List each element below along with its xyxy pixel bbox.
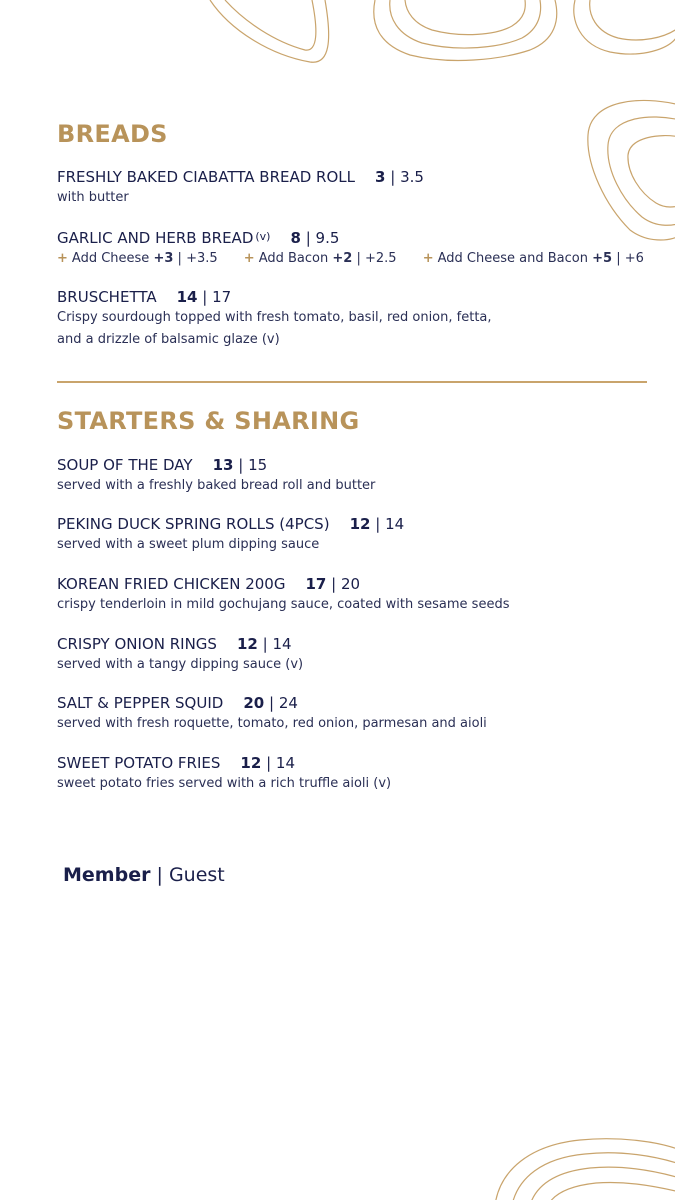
item-description: served with a freshly baked bread roll and butter xyxy=(57,478,376,493)
item-description: served with fresh roquette, tomato, red onion, parmesan and aioli xyxy=(57,716,487,731)
top-wave-decoration xyxy=(200,0,675,80)
menu-item-sweet-potato-fries xyxy=(57,753,657,795)
item-name: SOUP OF THE DAY xyxy=(57,456,193,474)
item-price: 13 | 15 xyxy=(212,456,268,474)
plus-icon: + xyxy=(57,251,68,266)
item-price: 17 | 20 xyxy=(305,575,361,593)
item-name: CRISPY ONION RINGS xyxy=(57,635,217,653)
item-price: 12 | 14 xyxy=(349,515,405,533)
item-name: SWEET POTATO FRIES xyxy=(57,754,221,772)
legend-separator: | xyxy=(156,864,163,886)
addon-cheese-bacon: + Add Cheese and Bacon +5 | +6 xyxy=(422,251,644,266)
menu-item-ciabatta xyxy=(57,167,657,209)
breads-section-title: BREADS xyxy=(57,120,168,148)
plus-icon: + xyxy=(422,251,434,266)
legend-member: Member xyxy=(63,864,151,886)
item-price: 3 | 3.5 xyxy=(375,168,424,186)
legend-guest: Guest xyxy=(168,864,225,886)
menu-item-korean-chicken xyxy=(57,574,657,616)
item-description: served with a sweet plum dipping sauce xyxy=(57,537,320,552)
item-name: SALT & PEPPER SQUID xyxy=(57,694,224,712)
item-description-cont: and a drizzle of balsamic glaze (v) xyxy=(57,332,280,347)
item-name: GARLIC AND HERB BREAD xyxy=(57,229,254,247)
starters-section-title: STARTERS & SHARING xyxy=(57,407,360,435)
menu-item-bruschetta xyxy=(57,287,657,351)
price-legend xyxy=(63,864,225,886)
addon-cheese: + Add Cheese +3 | +3.5 xyxy=(57,251,218,266)
addon-bacon: + Add Bacon +2 | +2.5 xyxy=(243,251,397,266)
menu-item-spring-rolls xyxy=(57,514,657,556)
item-name: KOREAN FRIED CHICKEN 200G xyxy=(57,575,286,593)
item-name: PEKING DUCK SPRING ROLLS (4PCS) xyxy=(57,515,330,533)
item-description: with butter xyxy=(57,190,129,205)
item-price: 12 | 14 xyxy=(240,754,295,772)
item-description: Crispy sourdough topped with fresh tomato, basil, red onion, fetta, xyxy=(57,310,492,325)
bottom-contour-decoration xyxy=(490,1130,675,1200)
menu-item-garlic-herb-bread xyxy=(57,227,657,270)
item-name: BRUSCHETTA xyxy=(57,288,157,306)
item-name: FRESHLY BAKED CIABATTA BREAD ROLL xyxy=(57,168,355,186)
menu-item-soup xyxy=(57,455,657,497)
item-description: crispy tenderloin in mild gochujang sauce, coated with sesame seeds xyxy=(57,597,510,612)
menu-item-squid xyxy=(57,693,657,735)
section-divider xyxy=(57,381,647,383)
menu-item-onion-rings xyxy=(57,634,657,676)
item-description: sweet potato fries served with a rich truffle aioli (v) xyxy=(57,776,392,791)
addon-list xyxy=(57,248,657,270)
item-price: 12 | 14 xyxy=(236,635,292,653)
item-price: 20 | 24 xyxy=(243,694,298,712)
item-price: 8 | 9.5 xyxy=(290,229,340,247)
plus-icon: + xyxy=(243,251,255,266)
vegetarian-tag: (v) xyxy=(255,230,271,243)
item-price: 14 | 17 xyxy=(176,288,232,306)
item-description: served with a tangy dipping sauce (v) xyxy=(57,657,304,672)
